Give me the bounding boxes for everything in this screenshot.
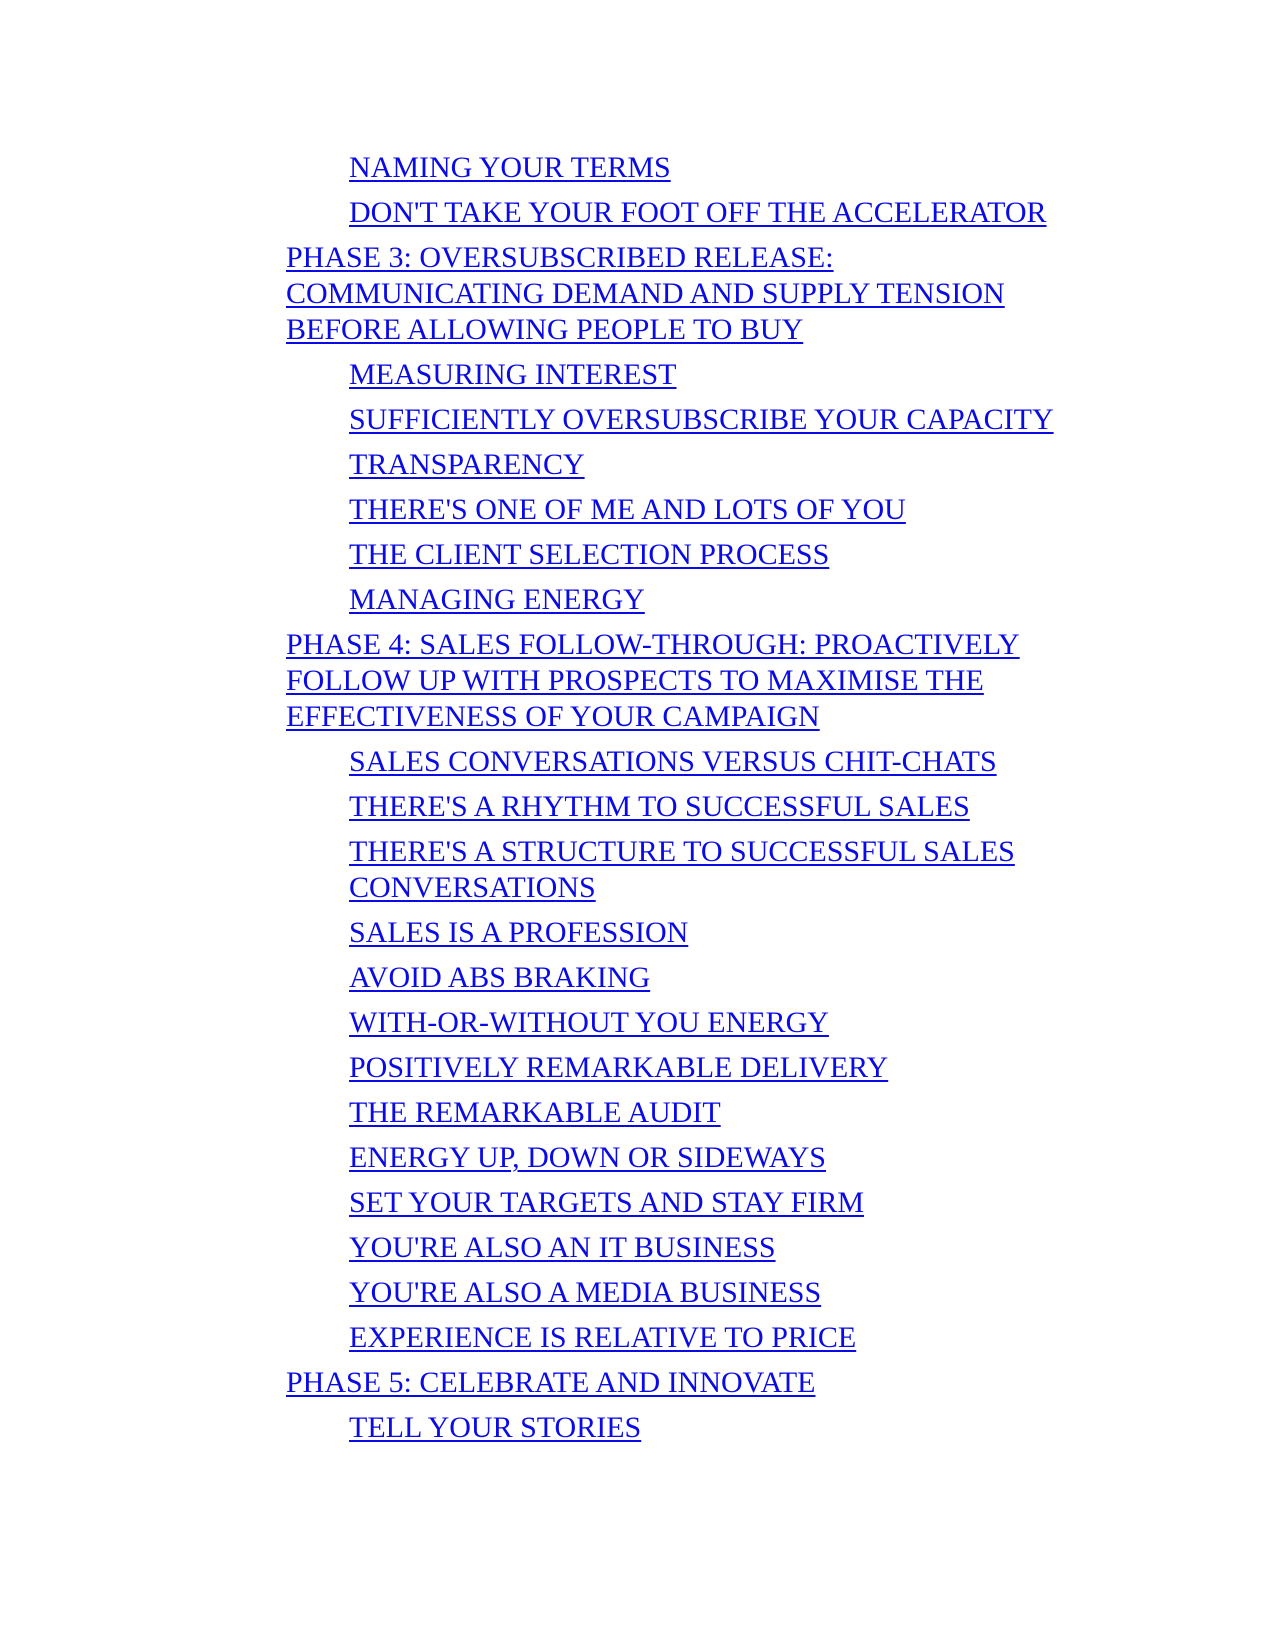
toc-link-set-targets[interactable]: SET YOUR TARGETS AND STAY FIRM bbox=[349, 1186, 865, 1219]
toc-link-phase-4[interactable]: PHASE 4: SALES FOLLOW-THROUGH: PROACTIVELY FOLLOW UP WITH PROSPECTS TO MAXIMISE THE EFFECTIVENESS OF YOUR CAMPAIGN bbox=[286, 628, 1020, 733]
toc-link-dont-take-your-foot-off[interactable]: DON'T TAKE YOUR FOOT OFF THE ACCELERATOR bbox=[349, 196, 1047, 229]
toc-link-structure[interactable]: THERE'S A STRUCTURE TO SUCCESSFUL SALES CONVERSATIONS bbox=[349, 835, 1015, 904]
toc-link-media-business[interactable]: YOU'RE ALSO A MEDIA BUSINESS bbox=[349, 1276, 822, 1309]
toc-link-energy-up-down[interactable]: ENERGY UP, DOWN OR SIDEWAYS bbox=[349, 1141, 826, 1174]
toc-link-abs-braking[interactable]: AVOID ABS BRAKING bbox=[349, 961, 651, 994]
toc-link-remarkable-delivery[interactable]: POSITIVELY REMARKABLE DELIVERY bbox=[349, 1051, 889, 1084]
toc-link-client-selection[interactable]: THE CLIENT SELECTION PROCESS bbox=[349, 538, 830, 571]
toc-link-one-of-me[interactable]: THERE'S ONE OF ME AND LOTS OF YOU bbox=[349, 493, 906, 526]
toc-link-sufficiently-oversubscribe[interactable]: SUFFICIENTLY OVERSUBSCRIBE YOUR CAPACITY bbox=[349, 403, 1054, 436]
toc-link-remarkable-audit[interactable]: THE REMARKABLE AUDIT bbox=[349, 1096, 721, 1129]
toc-link-managing-energy[interactable]: MANAGING ENERGY bbox=[349, 583, 645, 616]
toc-link-it-business[interactable]: YOU'RE ALSO AN IT BUSINESS bbox=[349, 1231, 776, 1264]
toc-link-sales-conversations[interactable]: SALES CONVERSATIONS VERSUS CHIT-CHATS bbox=[349, 745, 997, 778]
toc-link-phase-5[interactable]: PHASE 5: CELEBRATE AND INNOVATE bbox=[286, 1366, 816, 1399]
toc-link-experience-price[interactable]: EXPERIENCE IS RELATIVE TO PRICE bbox=[349, 1321, 857, 1354]
toc-link-naming-your-terms[interactable]: NAMING YOUR TERMS bbox=[349, 151, 671, 184]
toc-link-transparency[interactable]: TRANSPARENCY bbox=[349, 448, 585, 481]
toc-link-tell-your-stories[interactable]: TELL YOUR STORIES bbox=[349, 1411, 642, 1444]
toc-link-measuring-interest[interactable]: MEASURING INTEREST bbox=[349, 358, 677, 391]
toc-link-phase-3[interactable]: PHASE 3: OVERSUBSCRIBED RELEASE: COMMUNICATING DEMAND AND SUPPLY TENSION BEFORE ALLOWING PEOPLE TO BUY bbox=[286, 241, 1005, 346]
table-of-contents bbox=[286, 150, 1106, 1455]
toc-link-sales-profession[interactable]: SALES IS A PROFESSION bbox=[349, 916, 689, 949]
toc-link-with-or-without[interactable]: WITH-OR-WITHOUT YOU ENERGY bbox=[349, 1006, 829, 1039]
toc-link-rhythm[interactable]: THERE'S A RHYTHM TO SUCCESSFUL SALES bbox=[349, 790, 970, 823]
